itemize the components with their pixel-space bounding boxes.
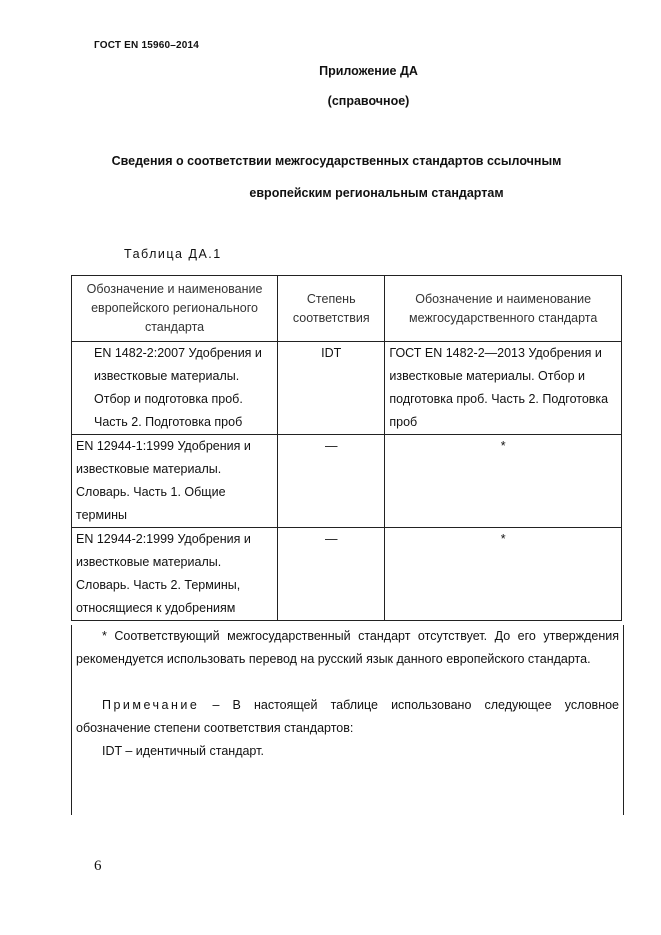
cell-interstate-standard: * xyxy=(385,528,622,621)
page-number: 6 xyxy=(94,858,102,874)
table-row xyxy=(72,528,622,621)
standard-code: ГОСТ EN 15960–2014 xyxy=(94,40,200,51)
note-text: – В настоящей таблице использовано следующее условное обозначение степени соответствия стандартов: xyxy=(76,698,619,735)
cell-degree: — xyxy=(278,528,385,621)
header-interstate-standard: Обозначение и наименование межгосударственного стандарта xyxy=(385,276,622,342)
table-caption: Таблица ДА.1 xyxy=(124,247,222,261)
table-row xyxy=(72,435,622,528)
table-header-row xyxy=(72,276,622,342)
cell-degree: — xyxy=(278,435,385,528)
header-degree: Степень соответствия xyxy=(278,276,385,342)
cell-european-standard: EN 12944-2:1999 Удобрения и известковые материалы. Словарь. Часть 2. Термины, относящиеся к удобрениям xyxy=(72,528,278,621)
heading-line-1: Сведения о соответствии межгосударственных стандартов ссылочным xyxy=(111,154,562,168)
cell-degree: IDT xyxy=(278,342,385,435)
correspondence-table xyxy=(71,275,622,621)
table-notes xyxy=(71,625,624,815)
footnote-text: * Соответствующий межгосударственный стандарт отсутствует. До его утверждения рекомендуется использовать перевод на русский язык данного европейского стандарта. xyxy=(76,629,619,666)
note-paragraph xyxy=(76,694,619,740)
cell-european-standard: EN 1482-2:2007 Удобрения и известковые материалы. Отбор и подготовка проб. Часть 2. Подготовка проб xyxy=(72,342,278,435)
appendix-subtitle: (справочное) xyxy=(327,94,410,108)
idt-definition: IDT – идентичный стандарт. xyxy=(102,744,264,758)
appendix-title: Приложение ДА xyxy=(319,64,418,78)
table-row xyxy=(72,342,622,435)
heading-line-2: европейским региональным стандартам xyxy=(249,186,504,200)
note-label: Примечание xyxy=(102,698,200,712)
cell-interstate-standard: ГОСТ EN 1482-2—2013 Удобрения и известковые материалы. Отбор и подготовка проб. Часть 2. Подготовка проб xyxy=(385,342,622,435)
cell-interstate-standard: * xyxy=(385,435,622,528)
cell-european-standard: EN 12944-1:1999 Удобрения и известковые материалы. Словарь. Часть 1. Общие термины xyxy=(72,435,278,528)
header-european-standard: Обозначение и наименование европейского регионального стандарта xyxy=(72,276,278,342)
